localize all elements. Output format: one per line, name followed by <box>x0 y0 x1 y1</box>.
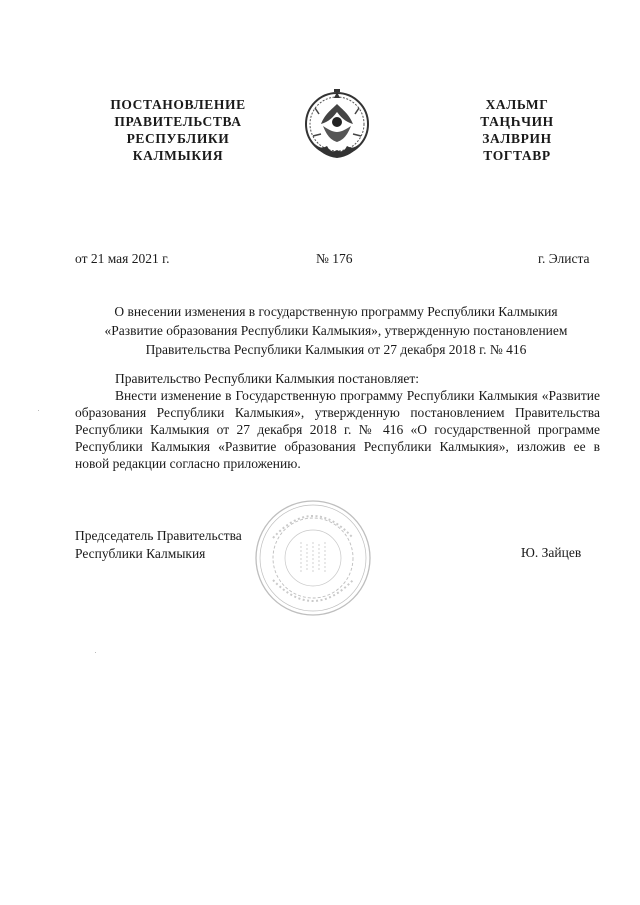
signatory-name: Ю. Зайцев <box>521 545 582 560</box>
header-title-russian <box>98 96 258 164</box>
header-left-line: КАЛМЫКИЯ <box>132 148 224 163</box>
header-left-line: ПОСТАНОВЛЕНИЕ <box>110 97 246 112</box>
scan-speck <box>38 410 39 411</box>
signatory-position <box>75 527 242 563</box>
scan-speck <box>95 652 96 653</box>
title-line: Правительства Республики Калмыкия от 27 декабря 2018 г. № 416 <box>145 342 527 357</box>
title-line: О внесении изменения в государственную программу Республики Калмыкия <box>114 304 558 319</box>
header-left-line: ПРАВИТЕЛЬСТВА <box>114 114 242 129</box>
header-title-kalmyk <box>462 96 572 164</box>
document-date: от 21 мая 2021 г. <box>75 251 170 266</box>
decree-paragraph: Внести изменение в Государственную программу Республики Калмыкия «Развитие образования Республики Калмыкия», утвержденную постановлением Правительства Республики Калмыкия от 27 декабря 2018 г. № 416 «О государственной программе Республики Калмыкия «Развитие образования Республики Калмыкия», изложив ее в новой редакции согласно приложению. <box>75 388 600 471</box>
header-right-line: ЗАЛВРИН <box>482 131 552 146</box>
header-right-line: ТОГТАВР <box>483 148 551 163</box>
document-title <box>68 302 604 359</box>
decree-intro: Правительство Республики Калмыкия постановляет: <box>115 371 420 386</box>
document-place: г. Элиста <box>538 251 590 266</box>
coat-of-arms-icon <box>301 84 373 164</box>
header-left-line: РЕСПУБЛИКИ <box>126 131 230 146</box>
signatory-position-line: Республики Калмыкия <box>75 546 206 561</box>
header-right-line: ХАЛЬМГ <box>485 97 549 112</box>
official-stamp-icon <box>253 498 373 618</box>
header-right-line: ТАҢҺЧИН <box>480 114 554 129</box>
signatory-position-line: Председатель Правительства <box>75 528 242 543</box>
document-body <box>75 370 600 472</box>
title-line: «Развитие образования Республики Калмыкия», утвержденную постановлением <box>104 323 568 338</box>
document-number: № 176 <box>316 251 353 266</box>
